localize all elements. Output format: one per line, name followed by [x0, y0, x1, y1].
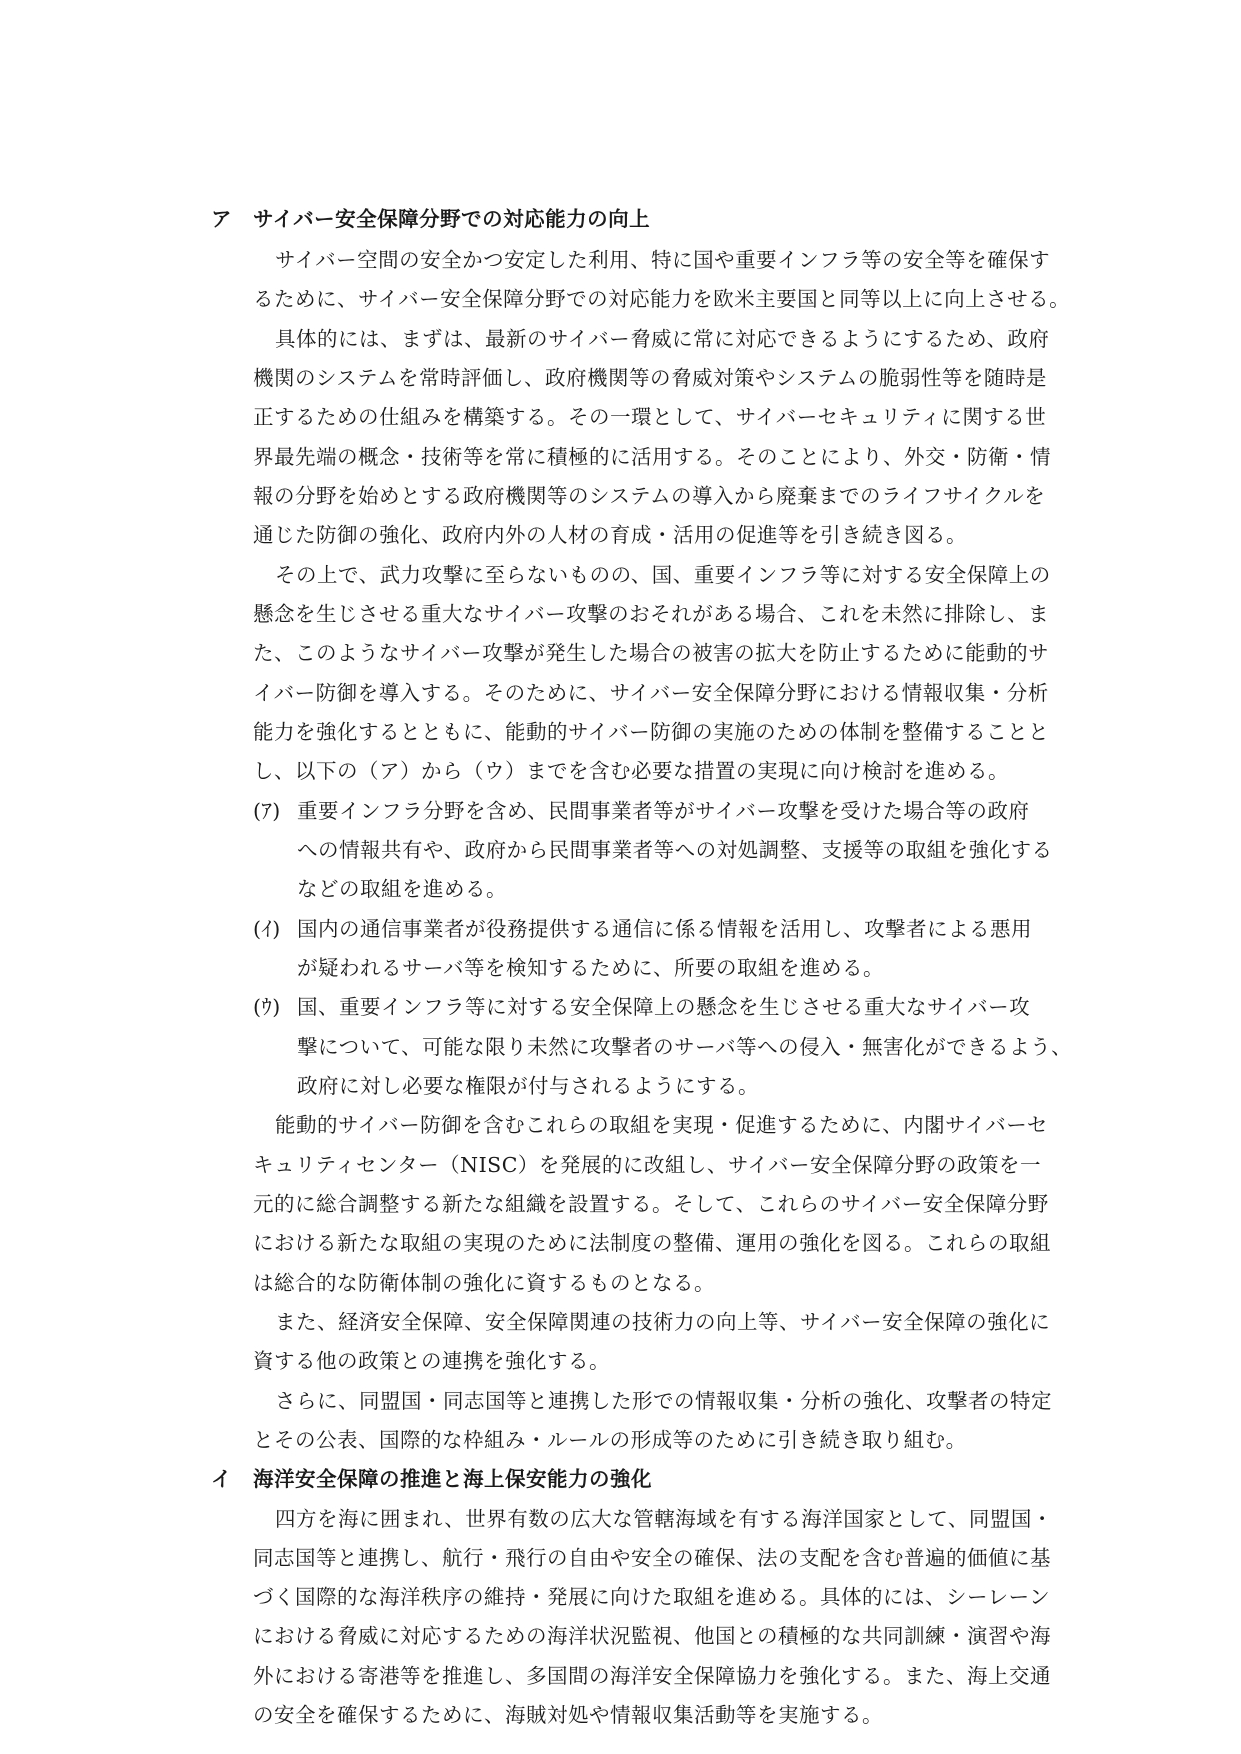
- section-marker: ア: [211, 207, 232, 231]
- paragraph-line: 能動的サイバー防御を含むこれらの取組を実現・促進するために、内閣サイバーセ: [275, 1113, 1048, 1137]
- paragraph-line: キュリティセンター（NISC）を発展的に改組し、サイバー安全保障分野の政策を一: [253, 1153, 1042, 1177]
- paragraph-line: また、経済安全保障、安全保障関連の技術力の向上等、サイバー安全保障の強化に: [275, 1310, 1051, 1334]
- paragraph-line: イバー防御を導入する。そのために、サイバー安全保障分野における情報収集・分析: [253, 681, 1049, 705]
- list-item-marker: (ｳ): [253, 995, 281, 1019]
- paragraph-line: 能力を強化するとともに、能動的サイバー防御の実施のための体制を整備することと: [253, 720, 1050, 744]
- paragraph-line: 正するための仕組みを構築する。その一環として、サイバーセキュリティに関する世: [253, 405, 1047, 429]
- paragraph-line: 具体的には、まずは、最新のサイバー脅威に常に対応できるようにするため、政府: [275, 327, 1050, 351]
- paragraph-line: 界最先端の概念・技術等を常に積極的に活用する。そのことにより、外交・防衛・情: [253, 445, 1051, 469]
- section-title: サイバー安全保障分野での対応能力の向上: [253, 207, 651, 231]
- list-item-text: 撃について、可能な限り未然に攻撃者のサーバ等への侵入・無害化ができるよう、: [297, 1035, 1073, 1059]
- list-item-text: への情報共有や、政府から民間事業者等への対処調整、支援等の取組を強化する: [297, 838, 1053, 862]
- paragraph-line: 外における寄港等を推進し、多国間の海洋安全保障協力を強化する。また、海上交通: [253, 1664, 1051, 1688]
- list-item-marker: (ｲ): [253, 917, 281, 941]
- section-marker: イ: [211, 1467, 232, 1491]
- paragraph-line: 機関のシステムを常時評価し、政府機関等の脅威対策やシステムの脆弱性等を随時是: [253, 366, 1047, 390]
- paragraph-line: るために、サイバー安全保障分野での対応能力を欧米主要国と同等以上に向上させる。: [253, 287, 1071, 311]
- paragraph-line: その上で、武力攻撃に至らないものの、国、重要インフラ等に対する安全保障上の: [275, 563, 1051, 587]
- list-item-text: が疑われるサーバ等を検知するために、所要の取組を進める。: [297, 956, 884, 980]
- paragraph-line: サイバー空間の安全かつ安定した利用、特に国や重要インフラ等の安全等を確保す: [275, 248, 1051, 272]
- paragraph-line: 通じた防御の強化、政府内外の人材の育成・活用の促進等を引き続き図る。: [253, 523, 967, 547]
- paragraph-line: の安全を確保するために、海賊対処や情報収集活動等を実施する。: [253, 1703, 883, 1727]
- paragraph-line: た、このようなサイバー攻撃が発生した場合の被害の拡大を防止するために能動的サ: [253, 641, 1050, 665]
- paragraph-line: 元的に総合調整する新たな組織を設置する。そして、これらのサイバー安全保障分野: [253, 1192, 1049, 1216]
- paragraph-line: 四方を海に囲まれ、世界有数の広大な管轄海域を有する海洋国家として、同盟国・: [275, 1507, 1053, 1531]
- paragraph-line: 資する他の政策との連携を強化する。: [253, 1349, 610, 1373]
- paragraph-line: 同志国等と連携し、航行・飛行の自由や安全の確保、法の支配を含む普遍的価値に基: [253, 1546, 1051, 1570]
- section-title: 海洋安全保障の推進と海上保安能力の強化: [253, 1467, 652, 1491]
- paragraph-line: は総合的な防衛体制の強化に資するものとなる。: [253, 1271, 715, 1295]
- paragraph-line: さらに、同盟国・同志国等と連携した形での情報収集・分析の強化、攻撃者の特定: [275, 1389, 1052, 1413]
- paragraph-line: とその公表、国際的な枠組み・ルールの形成等のために引き続き取り組む。: [253, 1428, 967, 1452]
- list-item-text: 国、重要インフラ等に対する安全保障上の懸念を生じさせる重大なサイバー攻: [297, 995, 1031, 1019]
- list-item-text: 重要インフラ分野を含め、民間事業者等がサイバー攻撃を受けた場合等の政府: [297, 799, 1030, 823]
- paragraph-line: 報の分野を始めとする政府機関等のシステムの導入から廃棄までのライフサイクルを: [253, 484, 1046, 508]
- list-item-text: 国内の通信事業者が役務提供する通信に係る情報を活用し、攻撃者による悪用: [297, 917, 1032, 941]
- list-item-marker: (ｱ): [253, 799, 281, 823]
- paragraph-line: における脅威に対応するための海洋状況監視、他国との積極的な共同訓練・演習や海: [253, 1624, 1051, 1648]
- list-item-text: などの取組を進める。: [297, 877, 507, 901]
- paragraph-line: し、以下の（ア）から（ウ）までを含む必要な措置の実現に向け検討を進める。: [253, 759, 1009, 783]
- list-item-text: 政府に対し必要な権限が付与されるようにする。: [297, 1074, 759, 1098]
- paragraph-line: づく国際的な海洋秩序の維持・発展に向けた取組を進める。具体的には、シーレーン: [253, 1585, 1051, 1609]
- paragraph-line: 懸念を生じさせる重大なサイバー攻撃のおそれがある場合、これを未然に排除し、ま: [253, 602, 1050, 626]
- paragraph-line: における新たな取組の実現のために法制度の整備、運用の強化を図る。これらの取組: [253, 1231, 1051, 1255]
